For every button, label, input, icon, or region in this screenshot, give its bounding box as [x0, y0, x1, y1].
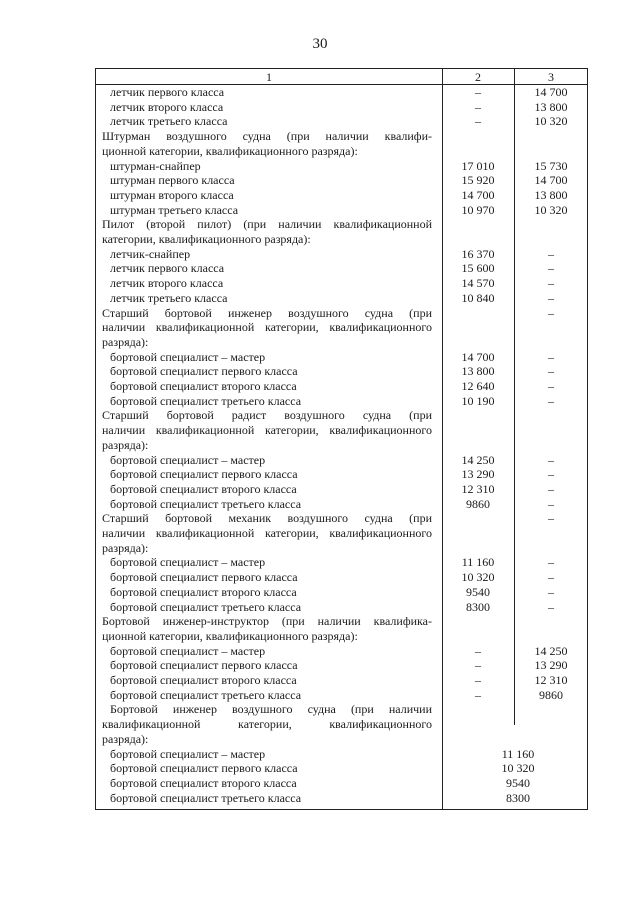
row-value-col-3: 14 250 [534, 643, 568, 658]
row-label: ционной категории, квалификационного разряда): [102, 628, 358, 643]
row-label: Старший бортовой радист воздушного судна (при [102, 408, 432, 423]
row-value-col-3: – [548, 379, 554, 393]
row-label: Пилот (второй пилот) (при наличии квалификационной [102, 217, 432, 232]
page-number: 30 [312, 36, 328, 52]
row-label: бортовой специалист первого класса [110, 467, 298, 482]
row-value-col-2: 14 250 [461, 452, 495, 467]
row-value-col-3: 13 800 [534, 99, 568, 114]
row-value-col-2: 10 320 [461, 570, 495, 585]
row-value-col-3: – [548, 364, 554, 379]
row-value-col-3: 13 290 [534, 658, 568, 673]
row-label: бортовой специалист – мастер [110, 452, 266, 467]
row-value-col-2: 10 970 [461, 202, 495, 217]
row-value-col-2: 12 640 [461, 379, 495, 393]
row-value-col-3: – [548, 570, 554, 585]
row-value-col-3: – [548, 452, 554, 467]
row-value-col-2: – [475, 643, 481, 658]
row-label: летчик первого класса [110, 85, 225, 99]
row-value-col-2: – [475, 99, 481, 114]
row-value-col-2: 8300 [466, 599, 490, 614]
row-value-col-3: 9860 [539, 687, 563, 702]
row-value-col-2: 9860 [466, 496, 490, 511]
row-label: бортовой специалист первого класса [110, 570, 298, 585]
row-value-col-2: 13 290 [461, 467, 495, 482]
row-label: Старший бортовой инженер воздушного судна (при [102, 305, 432, 320]
row-label: бортовой специалист третьего класса [110, 496, 302, 511]
row-value-col-3: – [548, 599, 554, 614]
row-label: бортовой специалист второго класса [110, 673, 297, 687]
row-label: Штурман воздушного судна (при наличии квалифи- [102, 129, 432, 144]
row-label: штурман третьего класса [110, 202, 239, 217]
row-value-col-2: – [475, 673, 481, 687]
merged-row-value: 11 160 [501, 746, 535, 761]
row-value-col-2: 10 840 [461, 290, 495, 305]
row-label: бортовой специалист третьего класса [110, 687, 302, 702]
row-value-col-2: 17 010 [461, 158, 495, 173]
row-label: ционной категории, квалификационного разряда): [102, 143, 358, 158]
row-label: летчик третьего класса [110, 114, 228, 129]
merged-row-label: Бортовой инженер воздушного судна (при наличии [110, 702, 432, 717]
merged-row-value: 8300 [506, 790, 530, 805]
row-label: разряда): [102, 334, 149, 349]
row-label: бортовой специалист – мастер [110, 555, 266, 570]
row-label: наличии квалификационной категории, квалификационного [102, 320, 432, 335]
row-label: штурман второго класса [110, 187, 234, 202]
row-value-col-3: 15 730 [534, 158, 568, 173]
row-value-col-2: 12 310 [461, 481, 495, 496]
row-value-col-2: 11 160 [461, 555, 495, 570]
row-value-col-3: 10 320 [534, 202, 568, 217]
row-value-col-3: 12 310 [534, 673, 568, 687]
row-value-col-2: – [475, 687, 481, 702]
row-label: бортовой специалист первого класса [110, 658, 298, 673]
row-value-col-3: – [548, 584, 554, 599]
row-value-col-3: – [548, 511, 554, 526]
row-label: штурман первого класса [110, 173, 235, 188]
merged-row-label: бортовой специалист второго класса [110, 775, 297, 790]
row-label: бортовой специалист второго класса [110, 584, 297, 599]
row-value-col-3: – [548, 305, 554, 320]
row-value-col-3: – [548, 290, 554, 305]
row-value-col-3: 14 700 [534, 173, 568, 188]
row-value-col-2: – [475, 114, 481, 129]
row-label: Старший бортовой механик воздушного судна (при [102, 511, 432, 526]
header-col-3: 3 [548, 70, 554, 84]
row-label: наличии квалификационной категории, квалификационного [102, 526, 432, 540]
row-value-col-3: – [548, 261, 554, 276]
header-col-2: 2 [475, 70, 481, 84]
row-label: бортовой специалист третьего класса [110, 599, 302, 614]
merged-row-value: 9540 [506, 775, 530, 790]
row-label: летчик второго класса [110, 99, 224, 114]
row-label: бортовой специалист второго класса [110, 481, 297, 496]
row-value-col-3: – [548, 276, 554, 291]
row-value-col-3: – [548, 496, 554, 511]
row-value-col-2: 15 920 [461, 173, 495, 188]
row-value-col-3: – [548, 481, 554, 496]
row-value-col-2: 15 600 [461, 261, 495, 276]
row-value-col-2: 16 370 [461, 246, 495, 261]
row-value-col-3: – [548, 467, 554, 482]
merged-row-label: разряда): [102, 731, 149, 746]
row-value-col-2: 10 190 [461, 393, 495, 408]
row-label: бортовой специалист – мастер [110, 643, 266, 658]
header-col-1: 1 [266, 70, 272, 84]
row-label: разряда): [102, 437, 149, 452]
row-value-col-2: 13 800 [461, 364, 495, 379]
row-label: бортовой специалист третьего класса [110, 393, 302, 408]
row-label: летчик третьего класса [110, 290, 228, 305]
row-value-col-3: 13 800 [534, 187, 568, 202]
row-label: штурман-снайпер [110, 158, 201, 173]
row-value-col-2: 9540 [466, 584, 490, 599]
row-label: летчик-снайпер [110, 246, 191, 261]
row-label: бортовой специалист – мастер [110, 349, 266, 364]
row-value-col-2: 14 570 [461, 276, 495, 291]
merged-row-label: бортовой специалист третьего класса [110, 790, 302, 805]
row-label: наличии квалификационной категории, квалификационного [102, 423, 432, 438]
merged-row-label: бортовой специалист первого класса [110, 761, 298, 776]
row-value-col-2: 14 700 [461, 349, 495, 364]
row-value-col-3: – [548, 393, 554, 408]
row-value-col-2: – [475, 85, 481, 99]
merged-row-value: 10 320 [501, 761, 535, 776]
row-value-col-3: 14 700 [534, 85, 568, 99]
row-label: категории, квалификационного разряда): [102, 232, 311, 246]
merged-row-label: бортовой специалист – мастер [110, 746, 266, 761]
row-value-col-3: – [548, 246, 554, 261]
document-table [95, 68, 588, 810]
row-label: бортовой специалист второго класса [110, 379, 297, 393]
row-label: летчик второго класса [110, 276, 224, 291]
merged-row-label: квалификационной категории, квалификационного [102, 717, 432, 732]
row-value-col-3: – [548, 349, 554, 364]
row-value-col-2: – [475, 658, 481, 673]
row-value-col-3: 10 320 [534, 114, 568, 129]
row-label: летчик первого класса [110, 261, 225, 276]
row-label: Бортовой инженер-инструктор (при наличии квалифика- [102, 614, 432, 629]
row-label: бортовой специалист первого класса [110, 364, 298, 379]
row-value-col-3: – [548, 555, 554, 570]
row-label: разряда): [102, 540, 149, 555]
row-value-col-2: 14 700 [461, 187, 495, 202]
